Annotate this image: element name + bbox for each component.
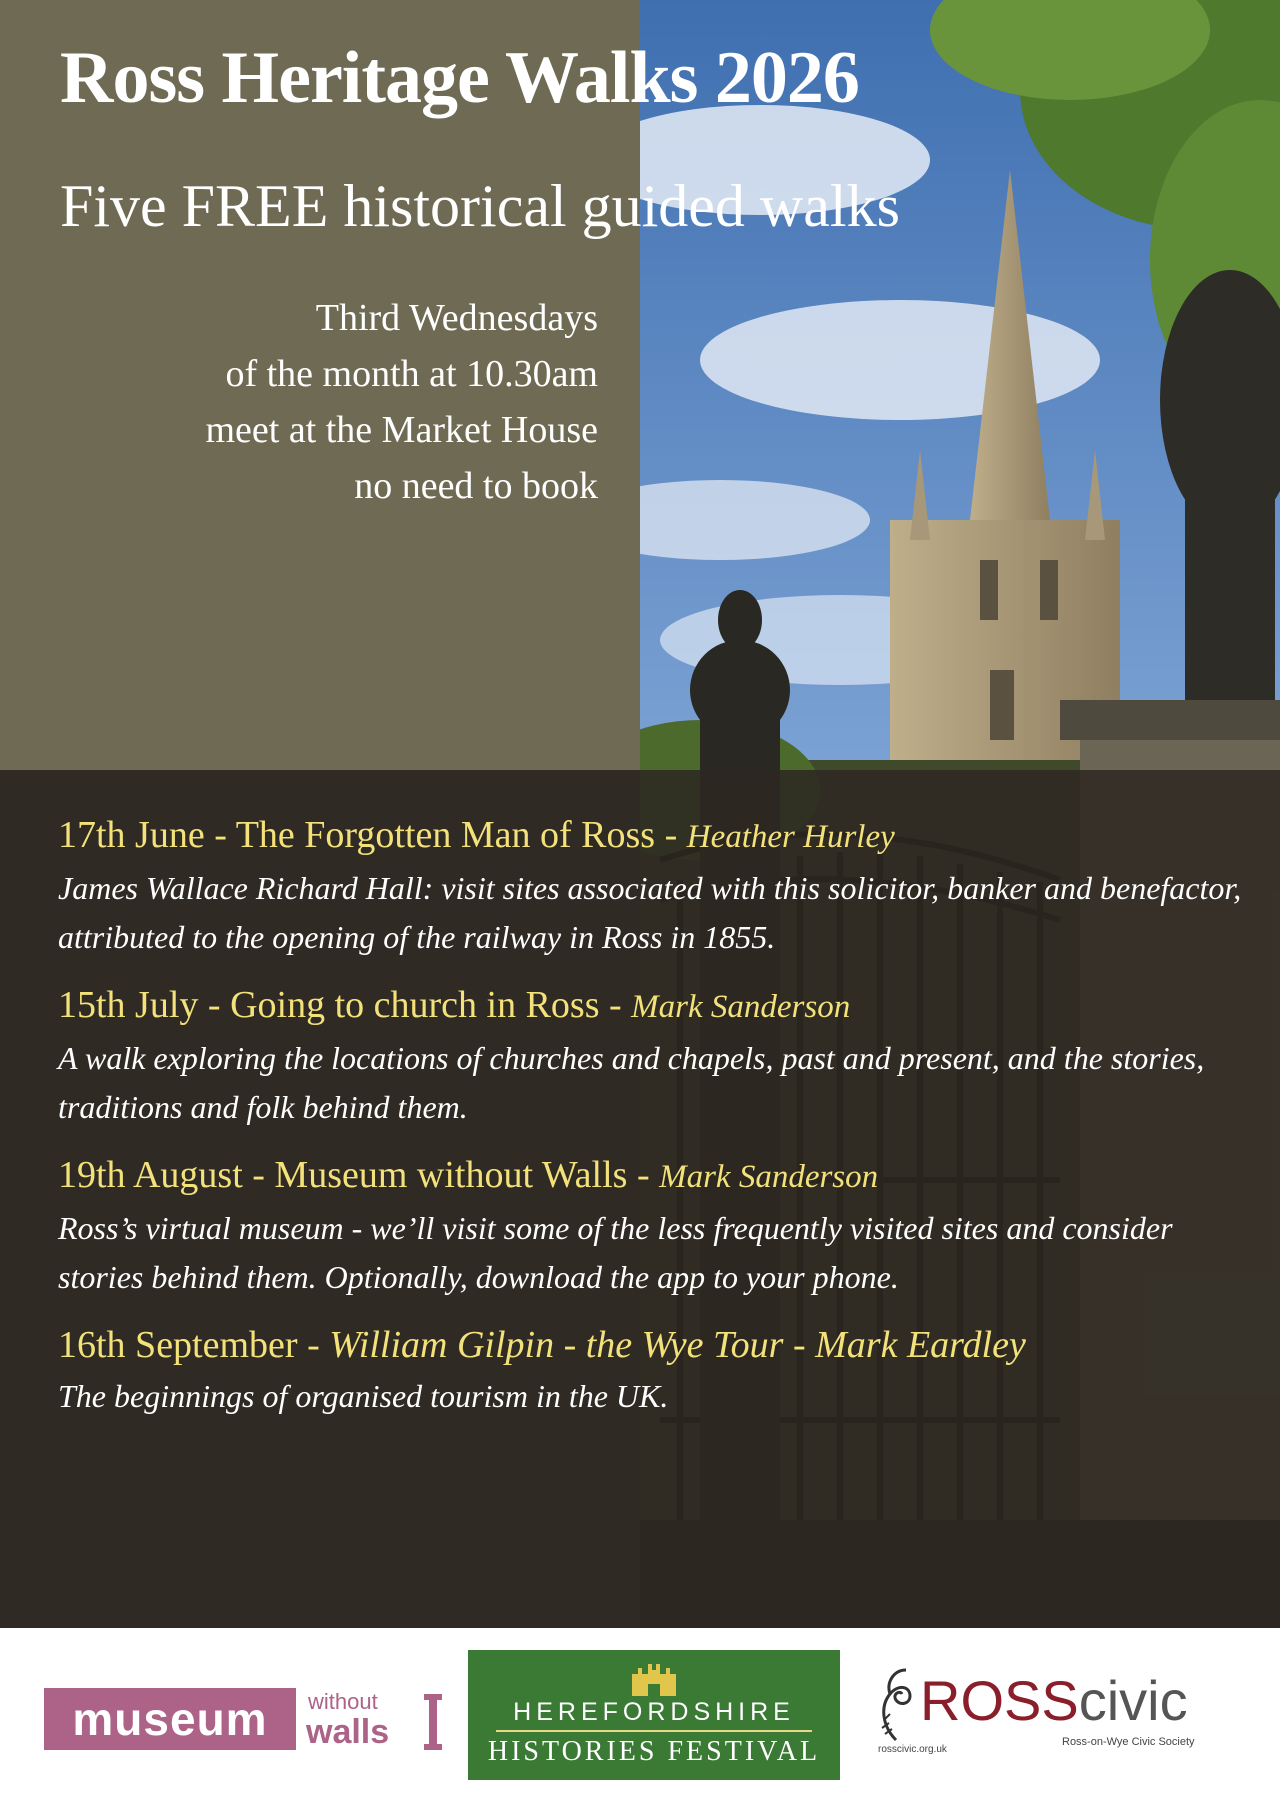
walk-guide: Mark Eardley: [815, 1324, 1026, 1366]
walk-description: James Wallace Richard Hall: visit sites associated with this solicitor, banker and benefactor, attributed to the opening of the railway in Ross in 1855.: [58, 870, 1242, 955]
walk-topic: William Gilpin - the Wye Tour: [329, 1324, 784, 1366]
museum-without-walls-logo: [44, 1688, 444, 1750]
walk-date: 15th July: [58, 984, 199, 1026]
ross-civic-url: rosscivic.org.uk: [878, 1744, 947, 1755]
walk-description: The beginnings of organised tourism in the UK.: [58, 1378, 669, 1414]
ross-civic-tagline: Ross-on-Wye Civic Society: [1062, 1736, 1195, 1748]
walk-heading: [58, 1148, 1258, 1204]
walk-heading: [58, 978, 1258, 1034]
walk-guide: Mark Sanderson: [631, 989, 851, 1025]
mww-word: museum: [44, 1688, 296, 1750]
walk-separator: -: [198, 984, 231, 1026]
walk-heading: [58, 1318, 1258, 1372]
walk-topic: Going to church in Ross: [230, 984, 600, 1026]
walk-heading: [58, 808, 1258, 864]
walk-description: Ross’s virtual museum - we’ll visit some of the less frequently visited sites and consider stories behind them. Optionally, download the app to your phone.: [58, 1210, 1173, 1295]
walk-separator: -: [242, 1154, 275, 1196]
ross-civic-wordmark: [920, 1670, 1188, 1732]
walk-date: 16th September: [58, 1324, 298, 1366]
walk-separator: -: [655, 814, 687, 856]
walk-separator: -: [783, 1324, 816, 1366]
sponsor-footer: [0, 1628, 1280, 1804]
meeting-info: [205, 290, 598, 514]
walk-list: [58, 808, 1258, 1437]
mww-walls: walls: [306, 1713, 390, 1751]
histories-festival-logo: [468, 1650, 840, 1780]
walk-separator: -: [599, 984, 632, 1026]
walk-date: 19th August: [58, 1154, 243, 1196]
info-line: meet at the Market House: [205, 409, 598, 451]
info-line: of the month at 10.30am: [225, 353, 598, 395]
walk-description: A walk exploring the locations of churches and chapels, past and present, and the stories, traditions and folk behind them.: [58, 1040, 1205, 1125]
walk-item: [58, 808, 1258, 962]
walk-item: [58, 1148, 1258, 1302]
poster-title: Ross Heritage Walks 2026: [60, 37, 859, 119]
walk-separator: -: [627, 1154, 660, 1196]
walk-topic: The Forgotten Man of Ross: [235, 814, 656, 856]
walk-topic: Museum without Walls: [274, 1154, 628, 1196]
poster-subtitle: Five FREE historical guided walks: [60, 173, 900, 239]
walk-separator: -: [204, 814, 236, 856]
walk-separator: -: [297, 1324, 330, 1366]
walk-item: [58, 978, 1258, 1132]
ross-word: ROSS: [920, 1669, 1079, 1732]
scroll-emblem-icon: [876, 1666, 918, 1742]
info-line: no need to book: [354, 465, 598, 507]
walk-guide: Heather Hurley: [686, 819, 895, 855]
civic-word: civic: [1078, 1669, 1188, 1732]
festival-county: HEREFORDSHIRE: [513, 1698, 795, 1726]
walk-item: [58, 1318, 1258, 1421]
info-line: Third Wednesdays: [315, 297, 598, 339]
festival-divider: [496, 1730, 812, 1732]
mww-without: without: [308, 1689, 378, 1714]
walk-date: 17th June: [58, 814, 205, 856]
walk-guide: Mark Sanderson: [659, 1159, 879, 1195]
festival-name: HISTORIES FESTIVAL: [487, 1736, 821, 1767]
castle-icon: [630, 1660, 678, 1696]
ross-civic-logo: [876, 1664, 1236, 1774]
mww-bracket-icon: [424, 1694, 442, 1750]
